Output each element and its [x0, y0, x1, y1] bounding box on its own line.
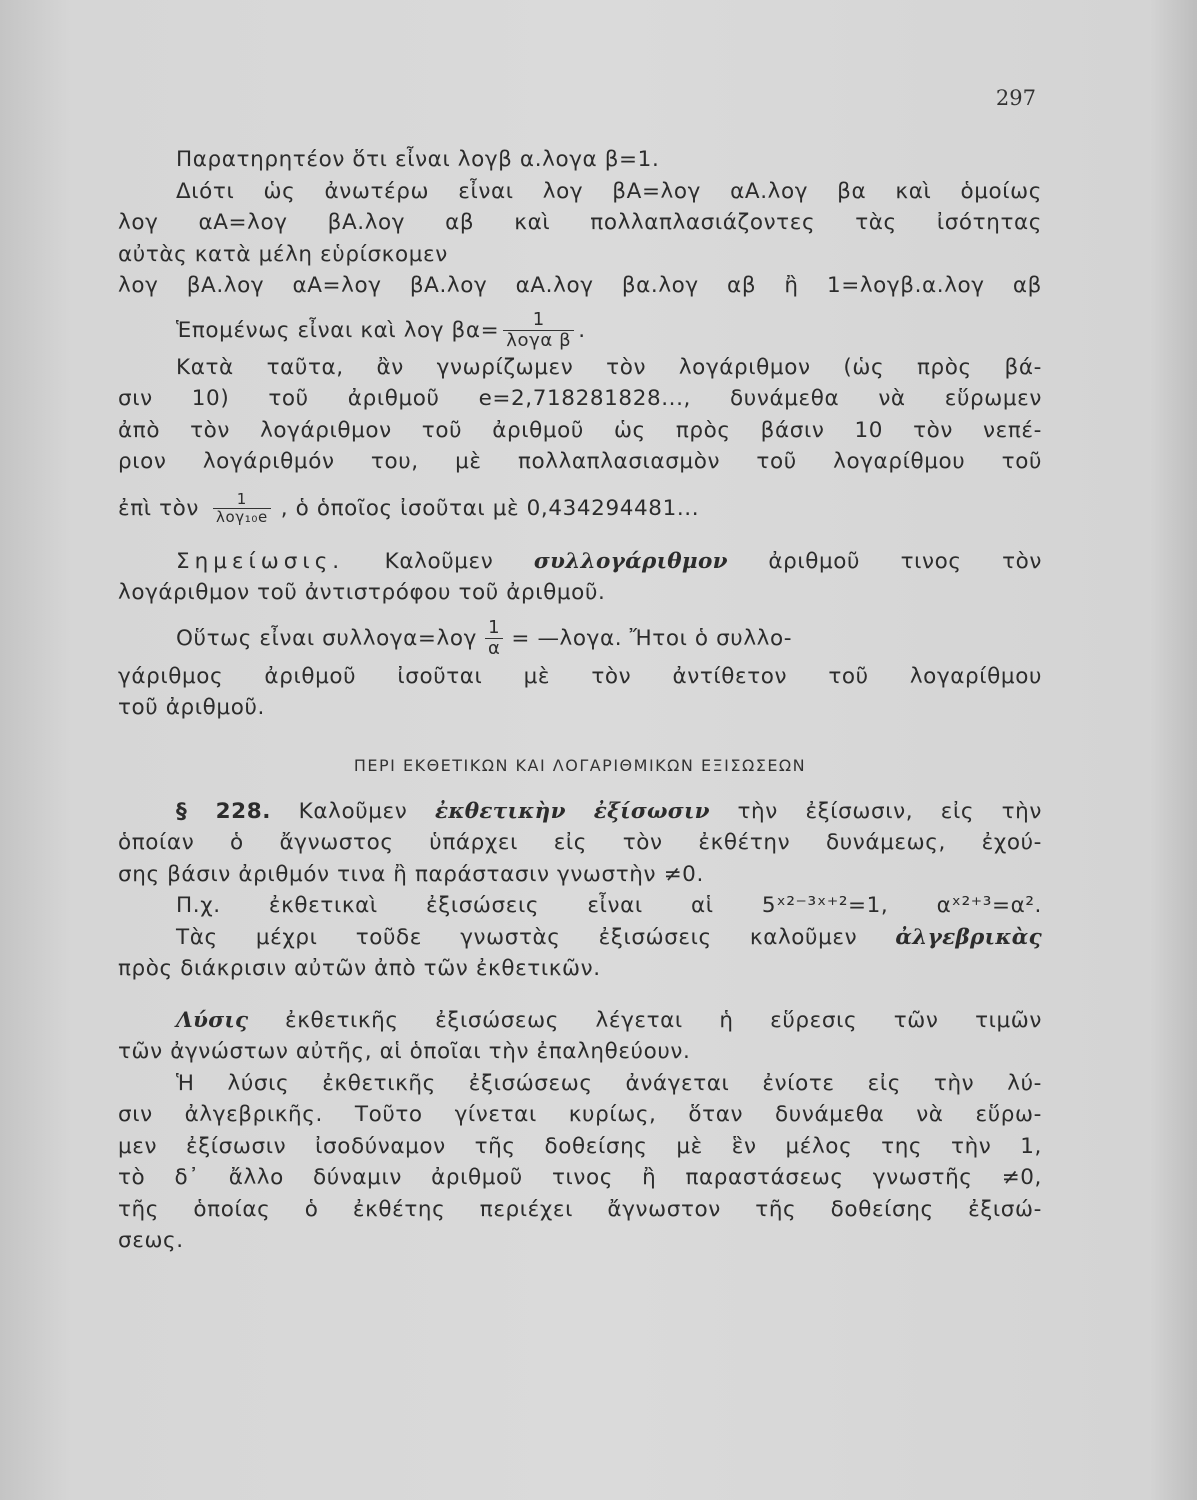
text-line: ριον λογάριθμόν του, μὲ πολλαπλασιασμὸν τοῦ λογαρίθμου τοῦ	[118, 449, 1042, 474]
formula-text: .	[578, 317, 586, 343]
text-line	[118, 922, 1042, 954]
section-line	[118, 796, 1042, 828]
formula-line	[118, 310, 1042, 352]
text-line: τῶν ἀγνώστων αὐτῆς, αἱ ὁποῖαι τὴν ἐπαληθεύουν.	[118, 1039, 691, 1064]
term-emphasis: ἀλγεβρικὰς	[895, 924, 1042, 950]
text-line: πρὸς διάκρισιν αὐτῶν ἀπὸ τῶν ἐκθετικῶν.	[118, 956, 601, 981]
text-line: τὸ δ᾿ ἄλλο δύναμιν ἀριθμοῦ τινος ἢ παραστάσεως γνωστῆς ≠0,	[118, 1165, 1042, 1190]
text-line: σιν 10) τοῦ ἀριθμοῦ e=2,718281828..., δυνάμεθα νὰ εὕρωμεν	[118, 386, 1042, 411]
text-line: μεν ἐξίσωσιν ἰσοδύναμον τῆς δοθείσης μὲ ἓν μέλος της τὴν 1,	[118, 1133, 1042, 1159]
text-line: σιν ἀλγεβρικῆς. Τοῦτο γίνεται κυρίως, ὅταν δυνάμεθα νὰ εὕρω-	[118, 1102, 1042, 1127]
fraction	[503, 310, 574, 351]
text-line	[118, 1005, 1042, 1037]
fraction-numerator: 1	[485, 618, 503, 639]
formula-text: = —λογα. Ἤτοι ὁ συλλο-	[511, 625, 793, 651]
formula-text: Ἑπομένως εἶναι καὶ λογ βα=	[176, 317, 500, 343]
fraction-denominator: λογα β	[506, 330, 572, 351]
fraction-numerator: 1	[503, 310, 574, 331]
fraction	[213, 491, 271, 526]
formula-text: ἐπὶ τὸν	[118, 495, 199, 521]
formula-line	[118, 617, 1042, 661]
text-line: Διότι ὡς ἀνωτέρω εἶναι λογ βΑ=λογ αΑ.λογ βα καὶ ὁμοίως	[176, 178, 1042, 204]
page-number: 297	[995, 86, 1036, 110]
fraction	[485, 618, 503, 659]
section-heading: ΠΕΡΙ ΕΚΘΕΤΙΚΩΝ ΚΑΙ ΛΟΓΑΡΙΘΜΙΚΩΝ ΕΞΙΣΩΣΕΩΝ	[353, 755, 807, 775]
fraction-denominator: λογ₁₀e	[215, 508, 268, 526]
page-body	[118, 144, 1042, 1257]
note-label: Σημείωσις.	[176, 548, 345, 574]
text-line: αὐτὰς κατὰ μέλη εὑρίσκομεν	[118, 241, 448, 267]
text-line: τοῦ ἀριθμοῦ.	[118, 695, 265, 720]
text-span: Τὰς μέχρι τοῦδε γνωστὰς ἐξισώσεις καλοῦμεν	[176, 924, 858, 950]
section-text: Καλοῦμεν	[298, 798, 408, 824]
term-emphasis: συλλογάριθμον	[533, 548, 728, 574]
formula-text: Οὕτως εἶναι συλλογα=λογ	[176, 625, 477, 651]
text-line: ἀπὸ τὸν λογάριθμον τοῦ ἀριθμοῦ ὡς πρὸς βάσιν 10 τὸν νεπέ-	[118, 417, 1042, 443]
text-line: Κατὰ ταῦτα, ἂν γνωρίζωμεν τὸν λογάριθμον (ὡς πρὸς βά-	[176, 354, 1042, 380]
text-line: λογ βΑ.λογ αΑ=λογ βΑ.λογ αΑ.λογ βα.λογ αβ ἢ 1=λογβ.α.λογ αβ	[118, 273, 1042, 298]
note-text: Καλοῦμεν	[384, 548, 494, 574]
term-emphasis: Λύσις	[176, 1007, 249, 1033]
text-line: γάριθμος ἀριθμοῦ ἰσοῦται μὲ τὸν ἀντίθετον τοῦ λογαρίθμου	[118, 663, 1042, 689]
text-line: τῆς ὁποίας ὁ ἐκθέτης περιέχει ἄγνωστον τῆς δοθείσης ἐξισώ-	[118, 1196, 1042, 1222]
text-line: σεως.	[118, 1228, 184, 1253]
text-span: ἐκθετικῆς ἐξισώσεως λέγεται ἡ εὕρεσις τῶν τιμῶν	[285, 1007, 1042, 1033]
text-line: σης βάσιν ἀριθμόν τινα ἢ παράστασιν γνωστὴν ≠0.	[118, 861, 704, 887]
text-line: λογάριθμον τοῦ ἀντιστρόφου τοῦ ἀριθμοῦ.	[118, 580, 606, 605]
text-line: Ἡ λύσις ἐκθετικῆς ἐξισώσεως ἀνάγεται ἐνίοτε εἰς τὴν λύ-	[176, 1070, 1042, 1096]
text-line: Π.χ. ἐκθετικαὶ ἐξισώσεις εἶναι αἱ 5ˣ²⁻³ˣ⁺²=1, αˣ²⁺³=α².	[176, 893, 1042, 918]
fraction-denominator: α	[487, 638, 501, 659]
formula-line	[118, 486, 1042, 532]
fraction-numerator: 1	[213, 491, 271, 509]
formula-text: , ὁ ὁποῖος ἰσοῦται μὲ 0,434294481...	[280, 495, 700, 521]
section-text: τὴν ἐξίσωσιν, εἰς τὴν	[737, 798, 1042, 824]
text-line: λογ αΑ=λογ βΑ.λογ αβ καὶ πολλαπλασιάζοντες τὰς ἰσότητας	[118, 210, 1042, 235]
text-line: ὁποίαν ὁ ἄγνωστος ὑπάρχει εἰς τὸν ἐκθέτην δυνάμεως, ἐχού-	[118, 830, 1042, 855]
note-text: ἀριθμοῦ τινος τὸν	[768, 548, 1042, 574]
text-line: Παρατηρητέον ὅτι εἶναι λογβ α.λογα β=1.	[176, 147, 660, 172]
note-line	[118, 546, 1042, 578]
term-emphasis: ἐκθετικὴν ἐξίσωσιν	[434, 798, 710, 824]
section-number: § 228.	[176, 798, 272, 824]
